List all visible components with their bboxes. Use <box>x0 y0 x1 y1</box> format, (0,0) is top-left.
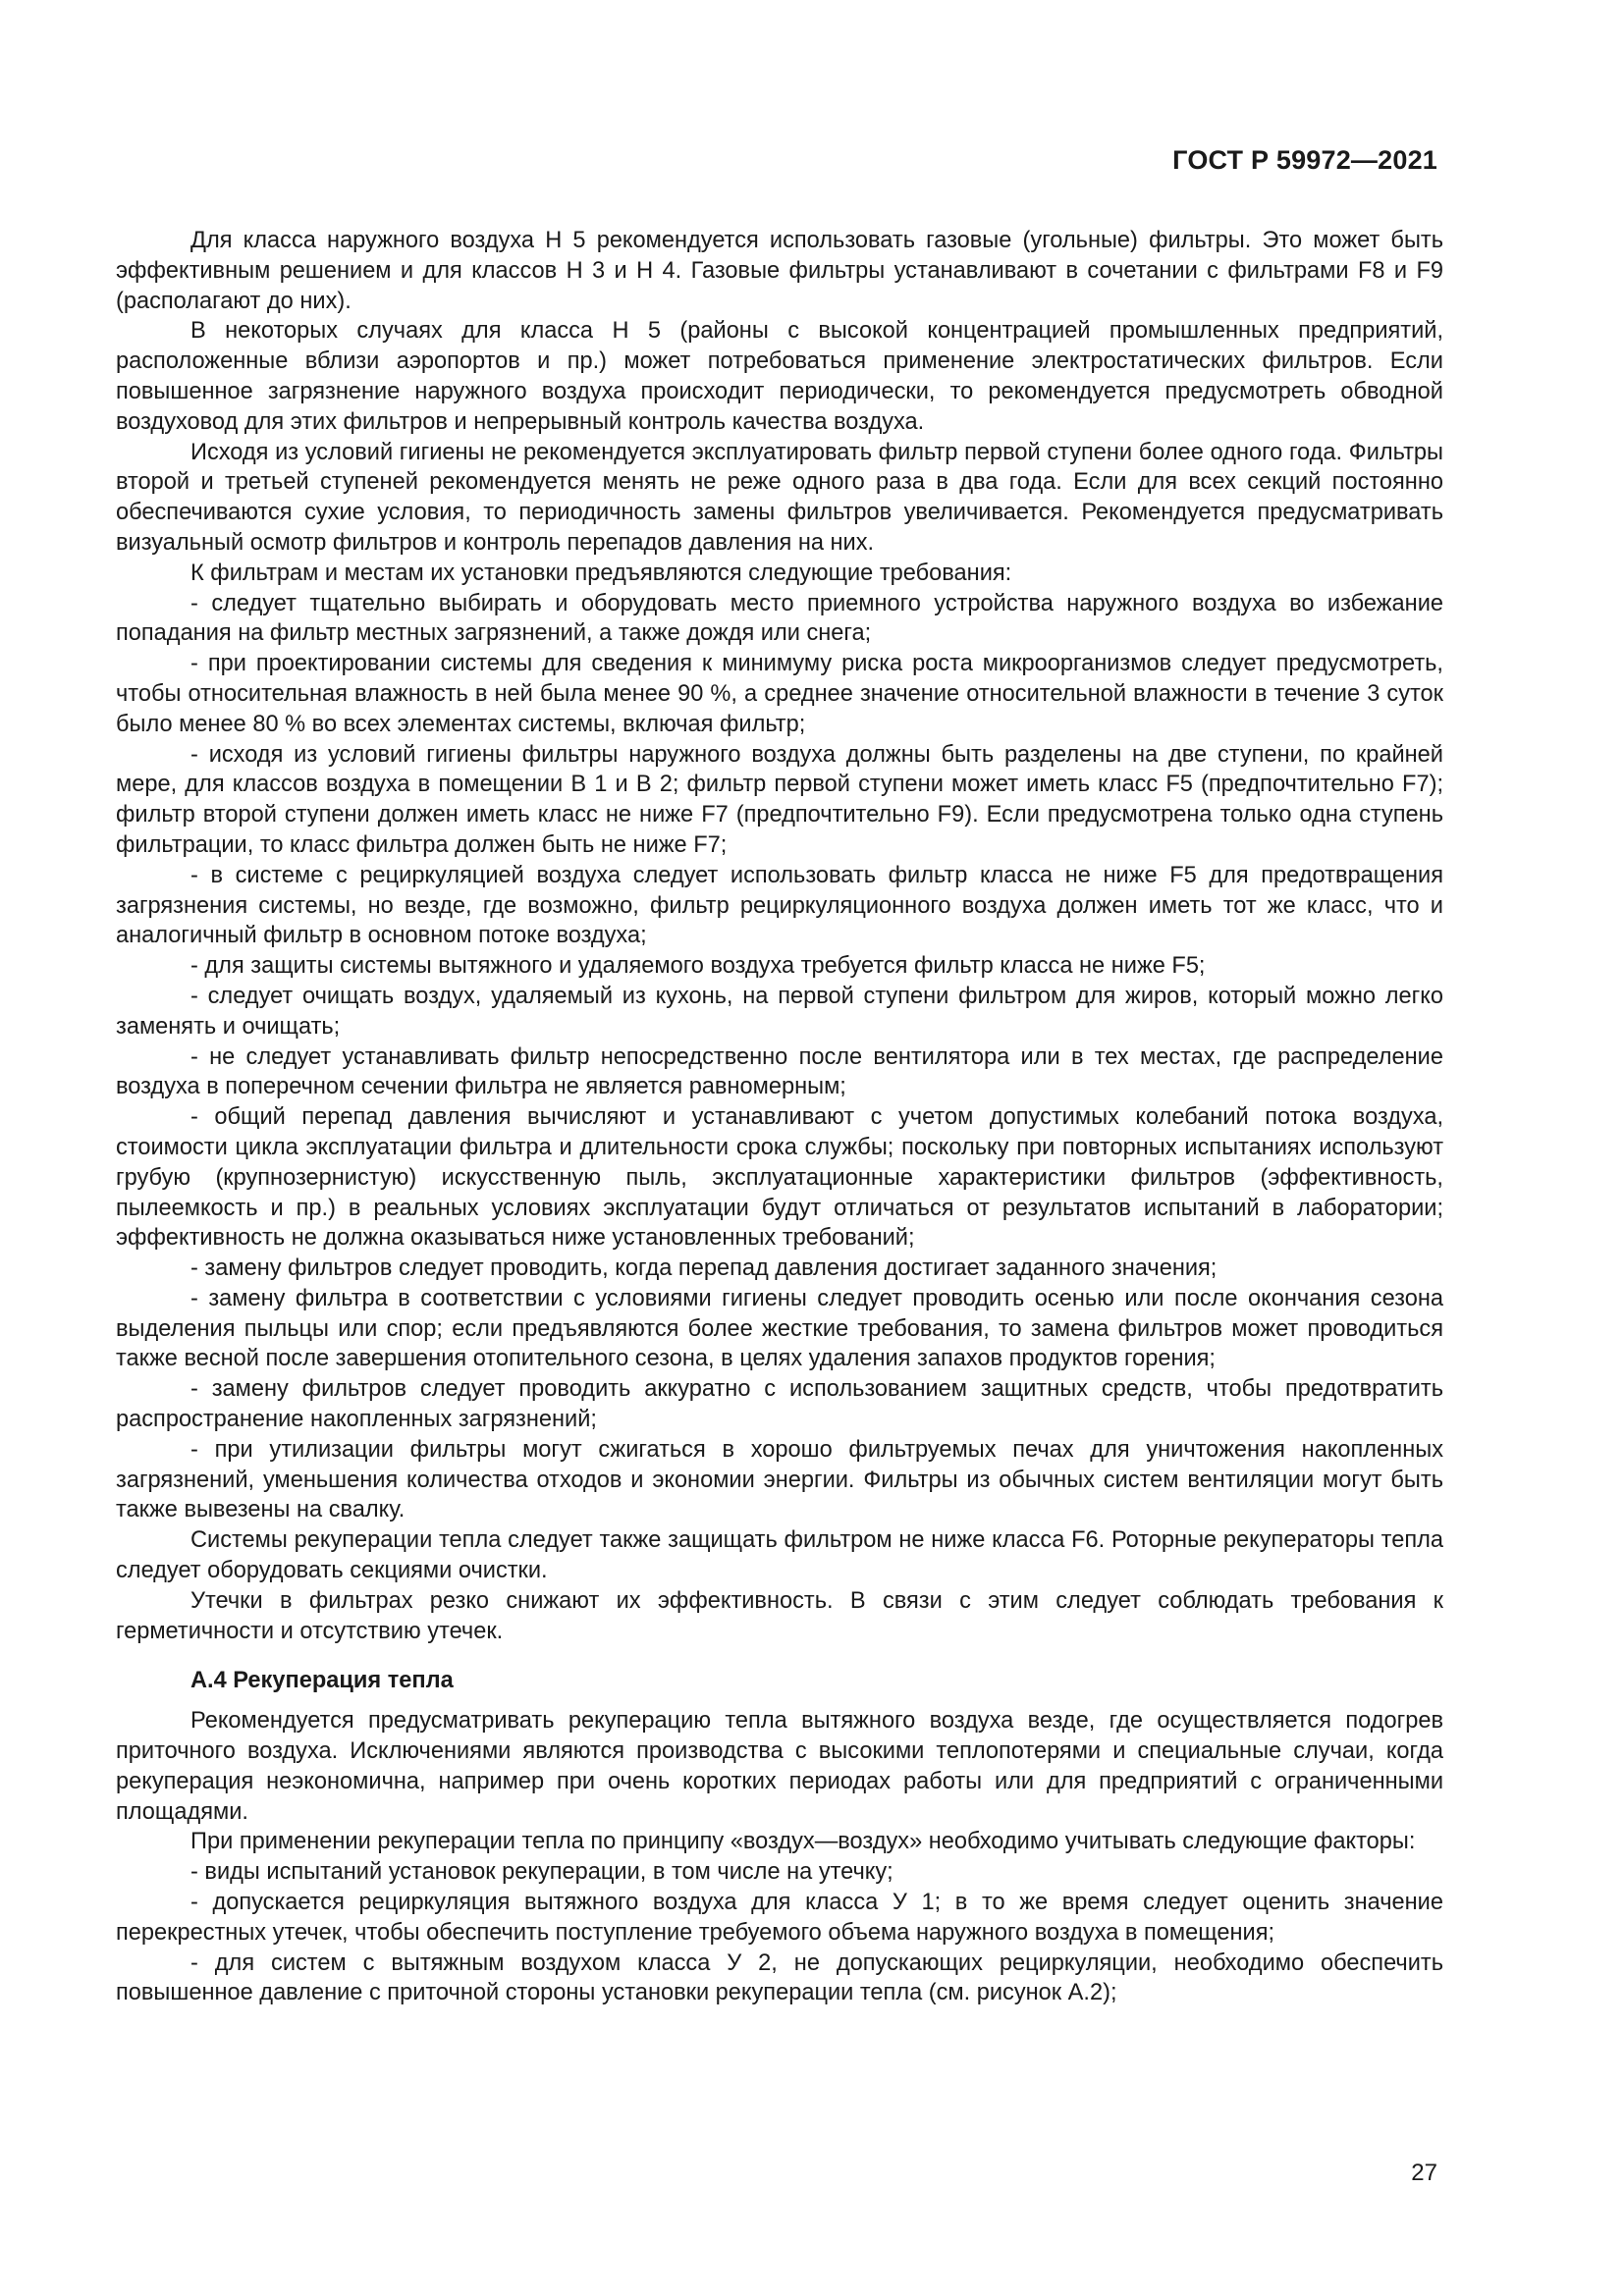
list-item: - для систем с вытяжным воздухом класса У 2, не допускающих рециркуляции, необходимо обеспечить повышенное давление с приточной стороны установки рекуперации тепла (см. рисунок А.2); <box>116 1949 1443 2006</box>
list-item: - при проектировании системы для сведения к минимуму риска роста микроорганизмов следует предусмотреть, чтобы относительная влажность в ней была менее 90 %, а среднее значение относительной влажности в течение 3 суток было менее 80 % во всех элементах системы, включая фильтр; <box>116 651 1443 737</box>
document-code-header: ГОСТ Р 59972—2021 <box>1172 145 1437 175</box>
paragraph: К фильтрам и местам их установки предъявляются следующие требования: <box>190 560 1012 586</box>
list-item: - виды испытаний установок рекуперации, в том числе на утечку; <box>190 1859 893 1886</box>
list-item: - замену фильтров следует проводить, когда перепад давления достигает заданного значения; <box>190 1255 1218 1282</box>
list-item: - допускается рециркуляция вытяжного воздуха для класса У 1; в то же время следует оценить значение перекрестных утечек, чтобы обеспечить поступление требуемого объема наружного воздуха в помещения; <box>116 1890 1443 1946</box>
paragraph: Утечки в фильтрах резко снижают их эффективность. В связи с этим следует соблюдать требования к герметичности и отсутствию утечек. <box>116 1587 1443 1644</box>
paragraph: Системы рекуперации тепла следует также защищать фильтром не ниже класса F6. Роторные рекуператоры тепла следует оборудовать секциями очистки. <box>116 1527 1443 1584</box>
paragraph: При применении рекуперации тепла по принципу «воздух—воздух» необходимо учитывать следующие факторы: <box>190 1829 1416 1855</box>
list-item: - замену фильтра в соответствии с условиями гигиены следует проводить осенью или после окончания сезона выделения пыльцы или спор; если предъявляются более жесткие требования, то замена фильтров может проводиться также весной после завершения отопительного сезона, в целях удаления запахов продуктов горения; <box>116 1285 1443 1372</box>
list-item: - не следует устанавливать фильтр непосредственно после вентилятора или в тех местах, где распределение воздуха в поперечном сечении фильтра не является равномерным; <box>116 1043 1443 1100</box>
paragraph: Исходя из условий гигиены не рекомендуется эксплуатировать фильтр первой ступени более одного года. Фильтры второй и третьей ступеней рекомендуется менять не реже одного раза в два года. Если для всех секций постоянно обеспечиваются сухие условия, то периодичность замены фильтров увеличивается. Рекомендуется предусматривать визуальный осмотр фильтров и контроль перепадов давления на них. <box>116 439 1443 556</box>
list-item: - замену фильтров следует проводить аккуратно с использованием защитных средств, чтобы предотвратить распространение накопленных загрязнений; <box>116 1376 1443 1433</box>
page-body <box>116 226 1443 2008</box>
section-heading: А.4 Рекуперация тепла <box>190 1668 454 1694</box>
list-item: - в системе с рециркуляцией воздуха следует использовать фильтр класса не ниже F5 для предотвращения загрязнения системы, но везде, где возможно, фильтр рециркуляционного воздуха должен иметь тот же класс, что и аналогичный фильтр в основном потоке воздуха; <box>116 862 1443 949</box>
list-item: - исходя из условий гигиены фильтры наружного воздуха должны быть разделены на две ступени, по крайней мере, для классов воздуха в помещении В 1 и В 2; фильтр первой ступени может иметь класс F5 (предпочтительно F7); фильтр второй ступени должен иметь класс не ниже F7 (предпочтительно F9). Если предусмотрена только одна ступень фильтрации, то класс фильтра должен быть не ниже F7; <box>116 741 1443 858</box>
page-number: 27 <box>1411 2160 1437 2186</box>
list-item: - следует очищать воздух, удаляемый из кухонь, на первой ступени фильтром для жиров, который можно легко заменять и очищать; <box>116 983 1443 1040</box>
paragraph: В некоторых случаях для класса Н 5 (районы с высокой концентрацией промышленных предприятий, расположенные вблизи аэропортов и пр.) может потребоваться применение электростатических фильтров. Если повышенное загрязнение наружного воздуха происходит периодически, то рекомендуется предусмотреть обводной воздуховод для этих фильтров и непрерывный контроль качества воздуха. <box>116 318 1443 435</box>
paragraph: Для класса наружного воздуха Н 5 рекомендуется использовать газовые (угольные) фильтры. Это может быть эффективным решением и для классов Н 3 и Н 4. Газовые фильтры устанавливают в сочетании с фильтрами F8 и F9 (располагают до них). <box>116 228 1443 314</box>
list-item: - при утилизации фильтры могут сжигаться в хорошо фильтруемых печах для уничтожения накопленных загрязнений, уменьшения количества отходов и экономии энергии. Фильтры из обычных систем вентиляции могут быть также вывезены на свалку. <box>116 1436 1443 1523</box>
list-item: - общий перепад давления вычисляют и устанавливают с учетом допустимых колебаний потока воздуха, стоимости цикла эксплуатации фильтра и длительности срока службы; поскольку при повторных испытаниях используют грубую (крупнозернистую) искусственную пыль, эксплуатационные характеристики фильтров (эффективность, пылеемкость и пр.) в реальных условиях эксплуатации будут отличаться от результатов испытаний в лаборатории; эффективность не должна оказываться ниже установленных требований; <box>116 1104 1443 1252</box>
paragraph: Рекомендуется предусматривать рекуперацию тепла вытяжного воздуха везде, где осуществляется подогрев приточного воздуха. Исключениями являются производства с высокими теплопотерями и специальные случаи, когда рекуперация неэкономична, например при очень коротких периодах работы или для предприятий с ограниченными площадями. <box>116 1708 1443 1825</box>
list-item: - следует тщательно выбирать и оборудовать место приемного устройства наружного воздуха во избежание попадания на фильтр местных загрязнений, а также дождя или снега; <box>116 590 1443 647</box>
list-item: - для защиты системы вытяжного и удаляемого воздуха требуется фильтр класса не ниже F5; <box>190 953 1206 980</box>
